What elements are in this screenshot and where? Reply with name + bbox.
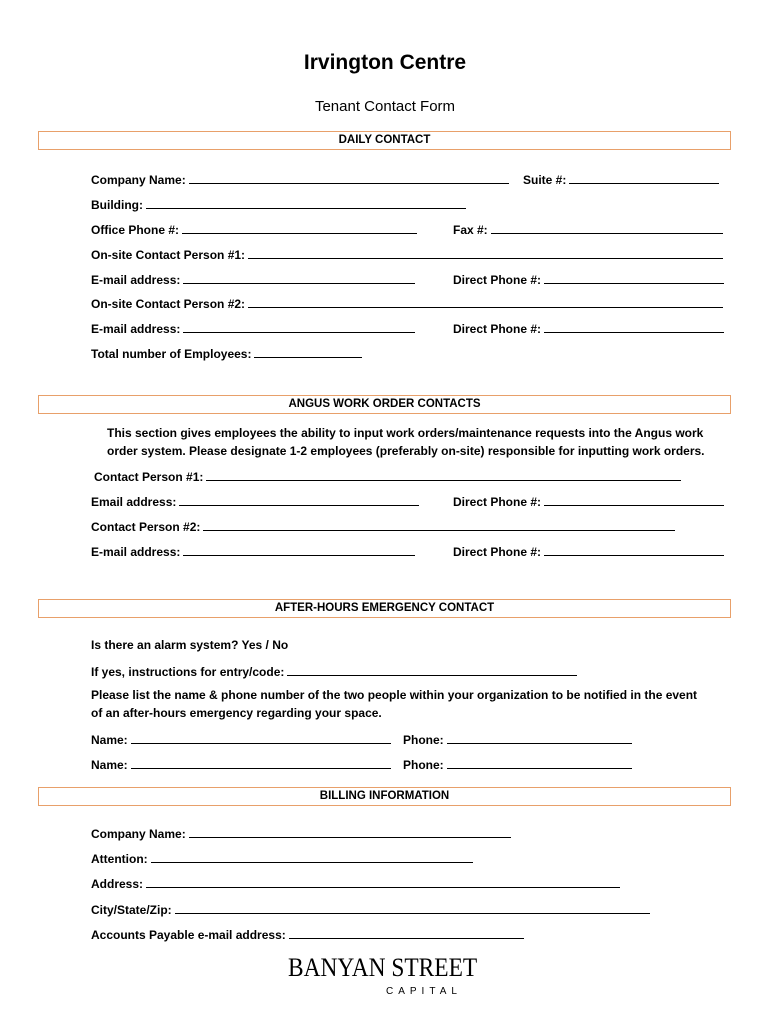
emergency-instructions-line-2: of an after-hours emergency regarding your space. — [91, 706, 382, 720]
building-line[interactable] — [146, 196, 466, 209]
angus-direct-2-field[interactable] — [453, 543, 724, 559]
entry-instructions-label: If yes, instructions for entry/code: — [91, 665, 285, 679]
onsite-contact-1-label: On-site Contact Person #1: — [91, 248, 246, 262]
email-1-line[interactable] — [183, 271, 415, 284]
section-after-hours-emergency: AFTER-HOURS EMERGENCY CONTACT — [38, 599, 731, 618]
ap-email-line[interactable] — [289, 926, 524, 939]
company-name-label: Company Name: — [91, 173, 186, 187]
emergency-phone-1-line[interactable] — [447, 731, 632, 744]
angus-email-2-line[interactable] — [183, 543, 415, 556]
angus-contact-2-label: Contact Person #2: — [91, 520, 201, 534]
angus-contact-1-line[interactable] — [206, 468, 681, 481]
city-state-zip-line[interactable] — [175, 901, 650, 914]
company-name-field[interactable] — [91, 171, 509, 187]
email-1-label: E-mail address: — [91, 273, 181, 287]
alarm-system-question: Is there an alarm system? Yes / No — [91, 638, 289, 652]
onsite-contact-2-line[interactable] — [248, 295, 723, 308]
fax-label: Fax #: — [453, 223, 488, 237]
attention-field[interactable] — [91, 850, 473, 866]
suite-label: Suite #: — [523, 173, 567, 187]
building-field[interactable] — [91, 196, 466, 212]
angus-description-line-2: order system. Please designate 1-2 employees (preferably on-site) responsible for inputting work orders. — [107, 444, 705, 458]
office-phone-line[interactable] — [182, 221, 417, 234]
attention-label: Attention: — [91, 852, 148, 866]
onsite-contact-1-field[interactable] — [91, 246, 723, 262]
email-2-field[interactable] — [91, 320, 415, 336]
ap-email-field[interactable] — [91, 926, 524, 942]
emergency-phone-2-label: Phone: — [403, 758, 444, 772]
entry-instructions-line[interactable] — [287, 663, 577, 676]
company-name-line[interactable] — [189, 171, 509, 184]
employees-line[interactable] — [254, 345, 362, 358]
direct-phone-2-label: Direct Phone #: — [453, 322, 542, 336]
angus-direct-1-label: Direct Phone #: — [453, 495, 542, 509]
billing-address-field[interactable] — [91, 875, 620, 891]
employees-field[interactable] — [91, 345, 362, 361]
suite-line[interactable] — [569, 171, 719, 184]
city-state-zip-field[interactable] — [91, 901, 650, 917]
emergency-instructions-text — [91, 686, 731, 722]
direct-phone-1-line[interactable] — [544, 271, 724, 284]
office-phone-field[interactable] — [91, 221, 417, 237]
section-angus-work-order: ANGUS WORK ORDER CONTACTS — [38, 395, 731, 414]
building-label: Building: — [91, 198, 143, 212]
city-state-zip-label: City/State/Zip: — [91, 903, 172, 917]
angus-description — [107, 424, 727, 460]
entry-instructions-field[interactable] — [91, 663, 577, 679]
office-phone-label: Office Phone #: — [91, 223, 180, 237]
direct-phone-2-line[interactable] — [544, 320, 724, 333]
emergency-name-1-field[interactable] — [91, 731, 391, 747]
attention-line[interactable] — [151, 850, 473, 863]
angus-email-1-field[interactable] — [91, 493, 419, 509]
fax-field[interactable] — [453, 221, 723, 237]
angus-direct-2-line[interactable] — [544, 543, 724, 556]
angus-email-2-field[interactable] — [91, 543, 415, 559]
form-subtitle: Tenant Contact Form — [314, 98, 456, 115]
emergency-phone-2-line[interactable] — [447, 756, 632, 769]
angus-contact-2-field[interactable] — [91, 518, 675, 534]
emergency-name-1-label: Name: — [91, 733, 128, 747]
angus-description-line-1: This section gives employees the ability to input work orders/maintenance requests into the Angus work — [107, 426, 704, 440]
angus-email-1-line[interactable] — [179, 493, 419, 506]
billing-company-label: Company Name: — [91, 827, 186, 841]
billing-address-line[interactable] — [146, 875, 620, 888]
section-billing-information: BILLING INFORMATION — [38, 787, 731, 806]
email-2-label: E-mail address: — [91, 322, 181, 336]
angus-email-1-label: Email address: — [91, 495, 177, 509]
billing-company-line[interactable] — [189, 825, 511, 838]
emergency-phone-1-label: Phone: — [403, 733, 444, 747]
emergency-instructions-line-1: Please list the name & phone number of the two people within your organization to be notified in the event — [91, 688, 698, 702]
suite-field[interactable] — [523, 171, 719, 187]
emergency-phone-1-field[interactable] — [403, 731, 632, 747]
emergency-name-1-line[interactable] — [131, 731, 391, 744]
direct-phone-2-field[interactable] — [453, 320, 724, 336]
billing-company-field[interactable] — [91, 825, 511, 841]
direct-phone-1-field[interactable] — [453, 271, 724, 287]
onsite-contact-1-line[interactable] — [248, 246, 723, 259]
angus-email-2-label: E-mail address: — [91, 545, 181, 559]
emergency-name-2-field[interactable] — [91, 756, 391, 772]
form-title: Irvington Centre — [303, 51, 467, 74]
billing-address-label: Address: — [91, 877, 144, 891]
angus-contact-2-line[interactable] — [203, 518, 675, 531]
angus-direct-1-field[interactable] — [453, 493, 724, 509]
onsite-contact-2-field[interactable] — [91, 295, 723, 311]
emergency-phone-2-field[interactable] — [403, 756, 632, 772]
email-2-line[interactable] — [183, 320, 415, 333]
emergency-name-2-line[interactable] — [131, 756, 391, 769]
onsite-contact-2-label: On-site Contact Person #2: — [91, 297, 246, 311]
angus-contact-1-field[interactable] — [94, 468, 681, 484]
angus-contact-1-label: Contact Person #1: — [94, 470, 204, 484]
emergency-name-2-label: Name: — [91, 758, 128, 772]
email-1-field[interactable] — [91, 271, 415, 287]
section-daily-contact: DAILY CONTACT — [38, 131, 731, 150]
direct-phone-1-label: Direct Phone #: — [453, 273, 542, 287]
ap-email-label: Accounts Payable e-mail address: — [91, 928, 286, 942]
angus-direct-2-label: Direct Phone #: — [453, 545, 542, 559]
capital-logo-text: CAPITAL — [386, 986, 462, 997]
banyan-street-logo: BANYAN STREET — [288, 953, 478, 982]
fax-line[interactable] — [491, 221, 723, 234]
angus-direct-1-line[interactable] — [544, 493, 724, 506]
employees-label: Total number of Employees: — [91, 347, 252, 361]
